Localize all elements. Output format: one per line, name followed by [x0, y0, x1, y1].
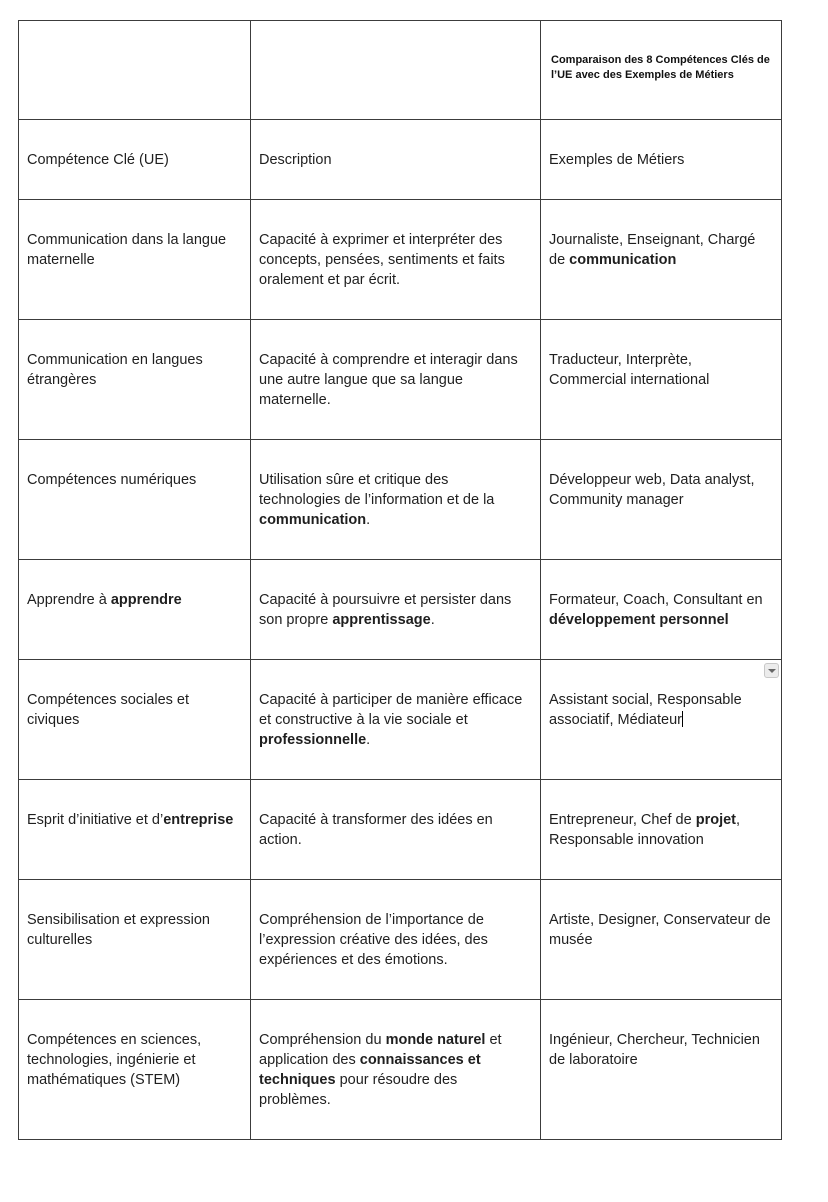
bold-text: entreprise [163, 812, 234, 828]
bold-text: monde naturel [385, 1032, 486, 1048]
cell-description[interactable] [251, 440, 541, 560]
cell-competence[interactable] [19, 780, 251, 880]
competences-table [18, 20, 782, 1140]
table-row [19, 440, 782, 560]
text-run: Capacité à exprimer et interpréter des concepts, pensées, sentiments et faits oralement et par écrit. [259, 232, 505, 288]
text-run: Capacité à transformer des idées en action. [259, 812, 493, 848]
bold-text: apprentissage [332, 612, 431, 628]
cell-description[interactable] [251, 560, 541, 660]
cell-competence[interactable] [19, 880, 251, 1000]
text-run: Ingénieur, Chercheur, Technicien de laboratoire [549, 1032, 760, 1068]
text-run: Traducteur, Interprète, Commercial international [549, 352, 710, 388]
cell-competence[interactable] [19, 560, 251, 660]
cell-metiers[interactable] [541, 780, 782, 880]
cell-competence[interactable] [19, 440, 251, 560]
cell-description[interactable] [251, 660, 541, 780]
empty-cell[interactable] [19, 21, 251, 120]
header-description[interactable]: Description [251, 120, 541, 200]
text-run: . [366, 512, 371, 528]
text-run: Compétences sociales et civiques [27, 692, 189, 728]
cell-metiers[interactable] [541, 880, 782, 1000]
cell-metiers[interactable] [541, 200, 782, 320]
text-run: . [430, 612, 435, 628]
text-run: Entrepreneur, Chef de [549, 812, 696, 828]
cell-competence[interactable] [19, 320, 251, 440]
text-run: Formateur, Coach, Consultant en [549, 592, 763, 608]
cell-description[interactable] [251, 200, 541, 320]
cell-description[interactable] [251, 1000, 541, 1140]
text-run: pour résoudre des problèmes. [259, 1072, 458, 1108]
text-run: Développeur web, Data analyst, Community manager [549, 472, 755, 508]
text-run: . [366, 732, 371, 748]
text-run: Compétences numériques [27, 472, 197, 488]
text-run: Communication en langues étrangères [27, 352, 203, 388]
table-row [19, 200, 782, 320]
header-metiers[interactable]: Exemples de Métiers [541, 120, 782, 200]
bold-text: connaissances et techniques [259, 1052, 481, 1088]
bold-text: développement personnel [549, 612, 729, 628]
text-run: Apprendre à [27, 592, 111, 608]
cell-metiers[interactable] [541, 320, 782, 440]
bold-text: communication [259, 512, 367, 528]
text-run: Sensibilisation et expression culturelles [27, 912, 210, 948]
bold-text: professionnelle [259, 732, 367, 748]
empty-cell[interactable] [251, 21, 541, 120]
cell-metiers[interactable] [541, 560, 782, 660]
bold-text: communication [569, 252, 677, 268]
text-run: , Responsable innovation [549, 812, 741, 848]
cell-metiers[interactable] [541, 440, 782, 560]
text-run: Compréhension de l’importance de l’expression créative des idées, des expériences et des émotions. [259, 912, 488, 968]
cell-description[interactable] [251, 780, 541, 880]
table-row [19, 780, 782, 880]
cell-description[interactable] [251, 320, 541, 440]
table-row [19, 880, 782, 1000]
text-run: Esprit d’initiative et d’ [27, 812, 164, 828]
cell-metiers[interactable] [541, 660, 782, 780]
text-run: Capacité à poursuivre et persister dans son propre [259, 592, 512, 628]
header-row [19, 120, 782, 200]
bold-text: apprendre [110, 592, 182, 608]
cell-dropdown-icon[interactable] [764, 663, 779, 678]
cell-metiers[interactable] [541, 1000, 782, 1140]
text-run: Artiste, Designer, Conservateur de musée [549, 912, 771, 948]
text-run: Compétences en sciences, technologies, ingénierie et mathématiques (STEM) [27, 1032, 202, 1088]
text-run: Assistant social, Responsable associatif, Médiateur [549, 692, 742, 728]
table-row [19, 1000, 782, 1140]
table-row [19, 560, 782, 660]
text-run: et application des [259, 1032, 502, 1068]
bold-text: projet [695, 812, 736, 828]
text-run: Communication dans la langue maternelle [27, 232, 227, 268]
text-run: Compréhension du [259, 1032, 386, 1048]
cell-description[interactable] [251, 880, 541, 1000]
title-row [19, 21, 782, 120]
text-run: Capacité à comprendre et interagir dans une autre langue que sa langue maternelle. [259, 352, 518, 408]
text-run: Journaliste, Enseignant, Chargé de [549, 232, 756, 268]
text-run: Capacité à participer de manière efficace et constructive à la vie sociale et [259, 692, 523, 728]
header-competence[interactable]: Compétence Clé (UE) [19, 120, 251, 200]
cell-competence[interactable] [19, 660, 251, 780]
cell-competence[interactable] [19, 1000, 251, 1140]
table-title[interactable]: Comparaison des 8 Compétences Clés de l’UE avec des Exemples de Métiers [541, 21, 782, 120]
table-row [19, 320, 782, 440]
cell-competence[interactable] [19, 200, 251, 320]
text-run: Utilisation sûre et critique des technologies de l’information et de la [259, 472, 495, 508]
text-cursor [682, 711, 683, 727]
table-row [19, 660, 782, 780]
